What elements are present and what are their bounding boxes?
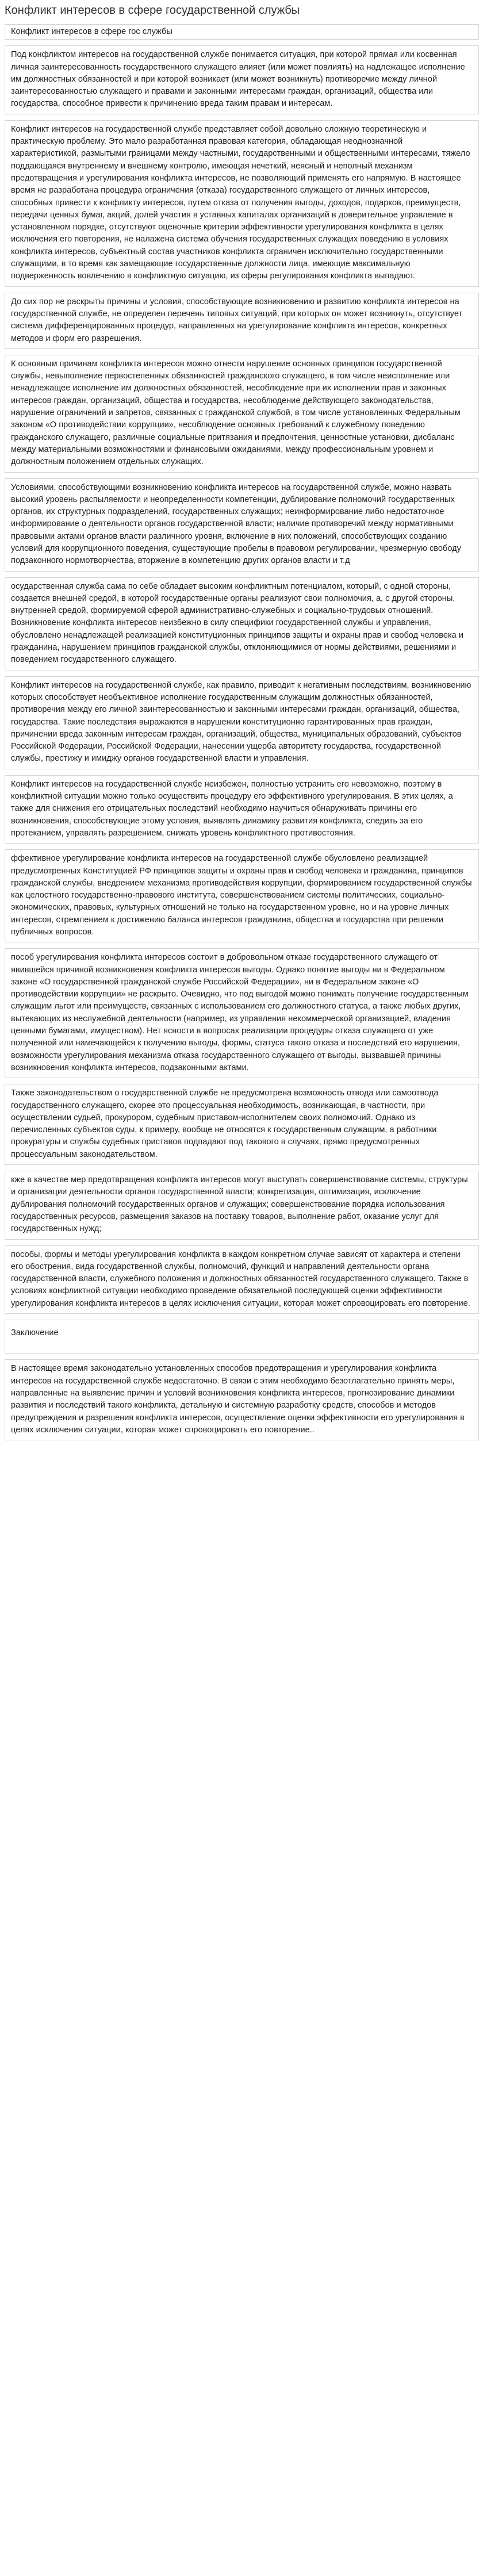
paragraph-conditions: Условиями, способствующими возникновению конфликта интересов на государственной службе, можно назвать высокий уровень распыляемости и неопределенности компетенции, дублирование полномочий государственных органов, их структурных подразделений, государственных служащих; неинформирование либо недостаточное информирование о деятельности органов государственной власти; наличие противоречий между нормативными правовыми актами органов власти различного уровня, включение в них положений, способствующих созданию условий для коррупционного поведения, существующие пробелы в правовом регулировании, чрезмерную свободу подзаконного нормотворчества, вторжение в компетенцию других органов власти и т.д (5, 478, 479, 572)
paragraph-conflict-potential: осударственная служба сама по себе обладает высоким конфликтным потенциалом, который, с одной стороны, создается внешней средой, в которой государственные органы реализуют свои полномочия, а, с другой стороны, внутренней средой, формируемой сферой административно-служебных и социально-трудовых отношений. Возникновение конфликта интересов неизбежно в силу специфики государственной службы и управления, обусловлено ненадлежащей реализацией конституционных принципов защиты и охраны прав и свобод человека и гражданина, нарушением принципов гражданской службы, отклоняющимися от нормы действиями, решениями и поведением государственного служащего. (5, 577, 479, 670)
paragraph-problem: Конфликт интересов на государственной службе представляет собой довольно сложную теоретическую и практическую проблему. Это мало разработанная правовая категория, обладающая неоднозначной характеристикой, размытыми границами между частными, государственными и общественными интересами, тяжело поддающаяся внутреннему и внешнему контролю, имеющая нечеткий, неясный и неполный механизм предотвращения и урегулирования конфликта интересов, не позволяющий применять его напрямую. В настоящее время не разработана процедура ограничения (отказа) государственного служащего от личных интересов, способных привести к конфликту интересов, путем отказа от получения выгоды, доходов, подарков, преимуществ, передачи ценных бумаг, акций, долей участия в уставных капиталах организаций в доверительное управление в установленном порядке, отсутствуют оценочные критерии эффективности урегулирования конфликта в целях исключения его повторения, не налажена система обучения государственных служащих поведению в условиях конфликта интересов, субъектный состав участников конфликта ограничен исключительно государственными служащими, в то время как замещающие государственные должности лица, имеющие максимальную подверженность вовлечению в конфликтную ситуацию, из сферы регулирования конфликта выпадают. (5, 120, 479, 287)
paragraph-causes-undisclosed: До сих пор не раскрыты причины и условия, способствующие возникновению и развитию конфликта интересов на государственной службе, не определен перечень типовых ситуаций, при которых он может возникнуть, отсутствует система дифференцированных процедур, направленных на урегулирование конфликта интересов, конкретных методов и форм его разрешения. (5, 293, 479, 349)
paragraph-prevention-measures: кже в качестве мер предотвращения конфликта интересов могут выступать совершенствование системы, структуры и организации деятельности органов государственной власти; конкретизация, оптимизация, исключение дублирования полномочий государственных органов и служащих; совершенствование порядка использования государственных ресурсов, размещения заказов на поставку товаров, выполнение работ, оказание услуг для государственных нужд; (5, 1171, 479, 1239)
conclusion-heading: Заключение (5, 1320, 479, 1354)
paragraph-inevitability: Конфликт интересов на государственной службе неизбежен, полностью устранить его невозможно, поэтому в конфликтной ситуации можно только осуществить процедуру его эффективного урегулирования. В этих целях, а также для снижения его отрицательных последствий необходимо научиться обнаруживать причины его возникновения, способствующие этому условия, выявлять динамику развития конфликта, следить за его протеканием, управлять разрешением, снижать уровень конфликтного противостояния. (5, 775, 479, 844)
paragraph-conclusion: В настоящее время законодательно установленных способов предотвращения и урегулирования конфликта интересов на государственной службе недостаточно. В связи с этим необходимо безотлагательно принять меры, направленные на выявление причин и условий возникновения конфликта интересов, прогнозирование динамики развития и последствий такого конфликта, детальную и системную разработку средств, способов и методов предупреждения и разрешения конфликта интересов, осуществление оценки эффективности его урегулирования в целях исключения ситуации, которая может спровоцировать его повторение.. (5, 1359, 479, 1440)
paragraph-definition: Под конфликтом интересов на государственной службе понимается ситуация, при которой прямая или косвенная личная заинтересованность государственного служащего влияет (или может повлиять) на надлежащее исполнение им должностных обязанностей и при которой возникает (или может возникнуть) противоречие между личной заинтересованностью служащего и правами и законными интересами граждан, организаций, общества или государства, способное привести к причинению вреда таким правам и интересам. (5, 45, 479, 114)
lead-block: Конфликт интересов в сфере гос службы (5, 24, 479, 40)
paragraph-recusal: Также законодательством о государственной службе не предусмотрена возможность отвода или самоотвода государственного служащего, скорее это процессуальная необходимость, возникающая, в частности, при осуществлении судьей, прокурором, судебным приставом-исполнителем своих полномочий. Однако из перечисленных субъектов суды, к примеру, вообще не относятся к государственным служащим, а работники прокуратуры и службы судебных приставов подпадают под такового в случаях, прямо предусмотренных процессуальным законодательством. (5, 1084, 479, 1165)
paragraph-effective-settlement: ффективное урегулирование конфликта интересов на государственной службе обусловлено реализацией предусмотренных Конституцией РФ принципов защиты и охраны прав и свобод человека и гражданина, принципов гражданской службы, внедрением механизма противодействия коррупции, формированием государственной службы как целостного государственно-правового института, совершенствованием системы политических, социально-экономических, правовых, культурных отношений не только на государственном уровне, но и на уровне личных интересов, стремлением к достижению баланса интересов гражданина, общества и государства при решении публичных вопросов. (5, 849, 479, 942)
paragraph-main-causes: К основным причинам конфликта интересов можно отнести нарушение основных принципов государственной службы, невыполнение первостепенных обязанностей гражданского служащего, в том числе неисполнение или ненадлежащее исполнение им должностных обязанностей, несоблюдение при их исполнении прав и законных интересов граждан, организаций, общества и государства, несоблюдение действующего законодательства, нарушение ограничений и запретов, связанных с гражданской службой, в том числе установленных Федеральным законом «О противодействии коррупции», несоблюдение основных требований к служебному поведению гражданского служащего, различные социальные притязания и предпочтения, ценностные установки, дисбаланс между материальными возможностями и финансовыми ожиданиями, между профессиональным уровнем и должностным положением отдельных служащих. (5, 355, 479, 473)
paragraph-benefit-refusal: пособ урегулирования конфликта интересов состоит в добровольном отказе государственного служащего от явившейся причиной возникновения конфликта интересов выгоды. Однако понятие выгоды ни в Федеральном законе «О государственной гражданской службе Российской Федерации», ни в Федеральном законе «О противодействии коррупции» не раскрыто. Очевидно, что под выгодой можно понимать получение государственным служащим льгот или преимуществ, связанных с использованием его должностного статуса, а также любых других, вытекающих из неслужебной деятельности (например, из управления некоммерческой организацией, владения ценными бумагами, имуществом). Нет ясности в вопросах реализации процедуры отказа служащего от уже полученной или намечающейся к получению выгоды, формы, статуса такого отказа и последствий его нарушения, возможности урегулирования механизма отказа государственного служащего от выгоды, вызвавшей причины возникновения конфликта интересов, подзаконными актами. (5, 948, 479, 1078)
paragraph-settlement-methods: пособы, формы и методы урегулирования конфликта в каждом конкретном случае зависят от характера и степени его обострения, вида государственной службы, полномочий, функций и направлений деятельности органа государственной власти, служебного положения и должностных обязанностей государственного служащего. Также в условиях конфликтной ситуации необходимо проведение обязательной последующей оценки эффективности урегулирования конфликта интересов в целях исключения ситуации, которая может спровоцировать его повторение. (5, 1245, 479, 1314)
article-title: Конфликт интересов в сфере государственной службы (5, 4, 300, 17)
paragraph-consequences: Конфликт интересов на государственной службе, как правило, приводит к негативным последствиям, возникновению которых способствует необъективное исполнение государственным служащим должностных обязанностей, противоречия между его личной заинтересованностью и законными интересами граждан, организаций, общества, государства. Такие последствия выражаются в нарушении конституционно гарантированных прав граждан, причинении вреда законным интересам граждан, организаций, общества, муниципальных образований, субъектов Российской Федерации, Российской Федерации, нанесении ущерба авторитету государства, государственной службы, престижу и имиджу органов государственной власти и управления. (5, 676, 479, 769)
